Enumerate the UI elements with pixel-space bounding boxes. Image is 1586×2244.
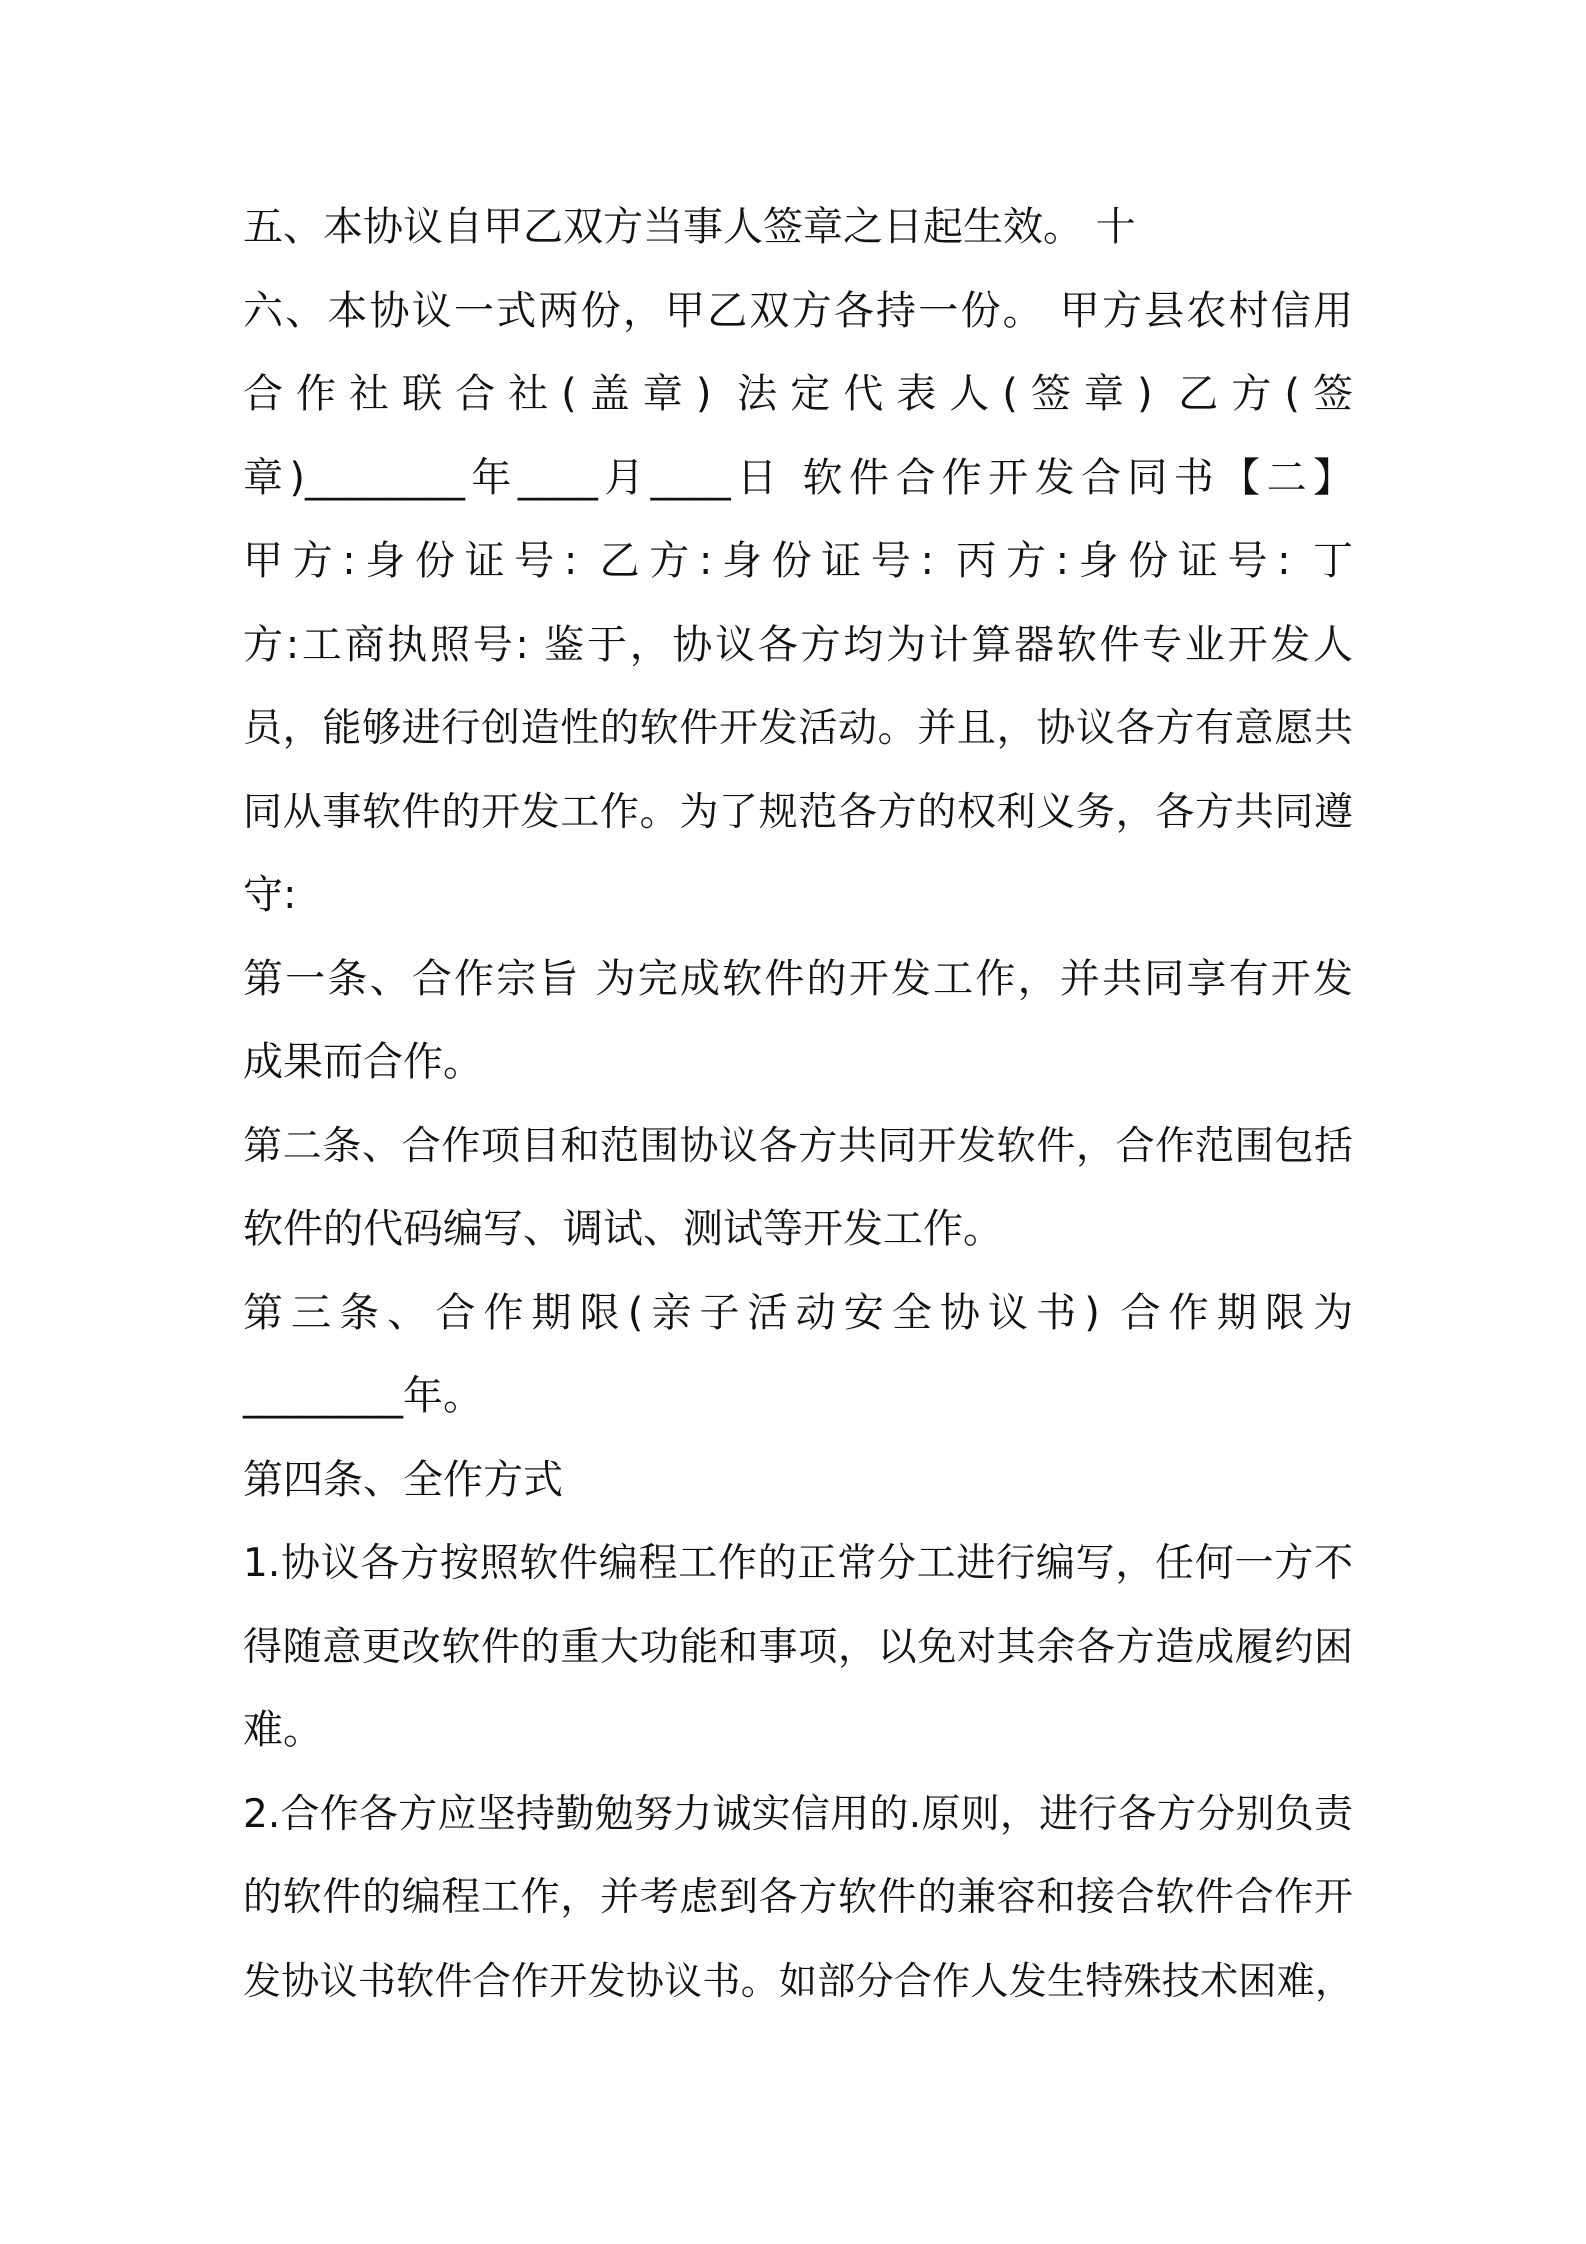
text-line: 方:工商执照号: 鉴于，协议各方均为计算器软件专业开发人 [243,621,1353,668]
text-line: 第二条、合作项目和范围协议各方共同开发软件，合作范围包括 [243,1123,1353,1169]
text-line: 的软件的编程工作，并考虑到各方软件的兼容和接合软件合作开 [243,1875,1353,1920]
text-line: 合作社联合社(盖章) 法定代表人(签章) 乙方(签 [243,371,1353,417]
text-line: 得随意更改软件的重大功能和事项，以免对其余各方造成履约困 [243,1624,1353,1670]
text-line: 同从事软件的开发工作。为了规范各方的权利义务，各方共同遵 [243,789,1353,835]
text-line: 第三条、合作期限(亲子活动安全协议书) 合作期限为 [243,1289,1353,1336]
text-line: 员，能够进行创造性的软件开发活动。并且，协议各方有意愿共 [243,706,1353,751]
text-line: 难。 [243,1707,323,1753]
text-line: 第一条、合作宗旨 为完成软件的开发工作，并共同享有开发 [243,955,1353,1002]
text-line: ________年。 [243,1373,483,1419]
text-line: 2.合作各方应坚持勤勉努力诚实信用的.原则，进行各方分别负责 [243,1791,1353,1837]
document-body [243,186,1353,2023]
text-line: 1.协议各方按照软件编程工作的正常分工进行编写，任何一方不 [243,1541,1353,1586]
text-line: 软件的代码编写、调试、测试等开发工作。 [243,1206,1003,1252]
text-line: 发协议书软件合作开发协议书。如部分合作人发生特殊技术困难， [243,1958,1353,2003]
text-line: 守: [243,872,297,918]
text-line: 五、本协议自甲乙双方当事人签章之日起生效。 十 [243,204,1136,250]
text-line: 成果而合作。 [243,1039,483,1085]
text-line: 六、本协议一式两份，甲乙双方各持一份。 甲方县农村信用 [243,287,1353,334]
text-line: 第四条、全作方式 [243,1456,563,1503]
text-line: 章)________年____月____日 软件合作开发合同书【二】 [243,454,1353,501]
text-line: 甲方:身份证号: 乙方:身份证号: 丙方:身份证号: 丁 [243,538,1353,584]
